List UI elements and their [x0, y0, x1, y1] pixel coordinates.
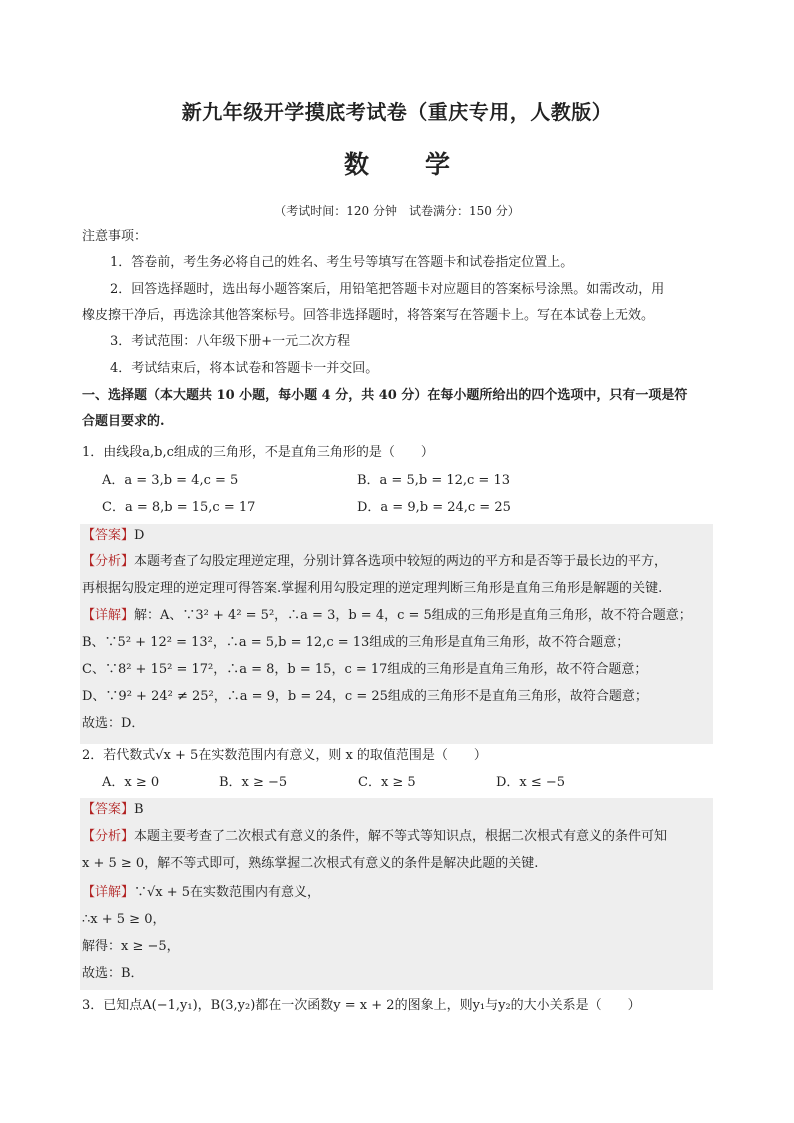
note-item-3: 3．考试范围：八年级下册+一元二次方程 — [110, 334, 351, 349]
q2-option-c: C．x ≥ 5 — [358, 775, 416, 790]
q1-analysis-tag: 【分析】 — [82, 554, 135, 569]
question-3-stem: 3．已知点A(−1,y₁)，B(3,y₂)都在一次函数y = x + 2的图象上，则y₁与y₂的大小关系是（ ） — [82, 998, 641, 1013]
q2-detail-1 — [82, 880, 320, 906]
exam-info: （考试时间：120 分钟 试卷满分：150 分） — [274, 204, 520, 218]
q2-detail-text: ∵√x + 5在实数范围内有意义， — [134, 885, 321, 900]
q1-detail-2: B、∵5² + 12² = 13²，∴a = 5,b = 12,c = 13组成的三角形是直角三角形，故不符合题意； — [82, 635, 630, 650]
q2-option-d: D．x ≤ −5 — [496, 775, 566, 790]
note-item-2: 2．回答选择题时，选出每小题答案后，用铅笔把答题卡对应题目的答案标号涂黑。如需改动，用 — [110, 282, 665, 297]
q1-option-b: B．a = 5,b = 12,c = 13 — [357, 473, 510, 488]
q1-option-d: D．a = 9,b = 24,c = 25 — [357, 500, 511, 515]
q1-detail-1 — [82, 603, 692, 629]
q1-answer — [82, 523, 144, 549]
question-2-stem: 2．若代数式√x + 5在实数范围内有意义，则 x 的取值范围是（ ） — [82, 748, 487, 763]
note-item-1: 1．答卷前，考生务必将自己的姓名、考生号等填写在答题卡和试卷指定位置上。 — [110, 255, 574, 270]
q1-analysis-2: 再根据勾股定理的逆定理可得答案.掌握利用勾股定理的逆定理判断三角形是直角三角形是解题的关键. — [82, 581, 663, 596]
q2-analysis-tag: 【分析】 — [82, 829, 135, 844]
q1-analysis-1 — [82, 549, 667, 575]
exam-title: 新九年级开学摸底考试卷（重庆专用，人教版） — [181, 100, 613, 124]
note-item-4: 4．考试结束后，将本试卷和答题卡一并交回。 — [110, 361, 379, 376]
subject-title: 数学 — [343, 150, 506, 179]
section-heading: 一、选择题（本大题共 10 小题，每小题 4 分，共 40 分）在每小题所给出的四个选项中，只有一项是符 — [82, 388, 688, 403]
q2-answer-value: B — [134, 802, 144, 817]
q1-answer-tag: 【答案】 — [82, 528, 135, 543]
question-1-stem: 1．由线段a,b,c组成的三角形，不是直角三角形的是（ ） — [82, 445, 434, 460]
notes-heading: 注意事项： — [82, 229, 148, 244]
note-item-2-cont: 橡皮擦干净后，再选涂其他答案标号。回答非选择题时，将答案写在答题卡上。写在本试卷上无效。 — [82, 308, 655, 323]
q2-detail-2: ∴x + 5 ≥ 0， — [82, 912, 166, 927]
q2-option-a: A．x ≥ 0 — [102, 775, 160, 790]
section-heading-cont: 合题目要求的. — [82, 414, 165, 429]
q2-detail-3: 解得：x ≥ −5， — [82, 939, 180, 954]
q2-analysis-text: 本题主要考查了二次根式有意义的条件，解不等式等知识点，根据二次根式有意义的条件可知 — [134, 829, 668, 844]
q2-answer — [82, 797, 144, 823]
q1-detail-text: 解：A、∵3² + 4² = 5²，∴a = 3，b = 4，c = 5组成的三角形是直角三角形，故不符合题意； — [134, 608, 692, 623]
q1-analysis-text: 本题考查了勾股定理逆定理，分别计算各选项中较短的两边的平方和是否等于最长边的平方， — [134, 554, 668, 569]
q1-detail-4: D、∵9² + 24² ≠ 25²，∴a = 9，b = 24，c = 25组成的三角形不是直角三角形，故符合题意； — [82, 689, 648, 704]
q2-analysis-1 — [82, 824, 667, 850]
q2-detail-tag: 【详解】 — [82, 885, 135, 900]
q1-detail-tag: 【详解】 — [82, 608, 135, 623]
q1-detail-5: 故选：D． — [82, 716, 145, 731]
q2-analysis-2: x + 5 ≥ 0，解不等式即可，熟练掌握二次根式有意义的条件是解决此题的关键. — [82, 856, 539, 871]
q2-option-b: B．x ≥ −5 — [219, 775, 288, 790]
q2-answer-tag: 【答案】 — [82, 802, 135, 817]
q1-option-c: C．a = 8,b = 15,c = 17 — [102, 500, 256, 515]
q1-answer-value: D — [134, 528, 145, 543]
q1-option-a: A．a = 3,b = 4,c = 5 — [102, 473, 239, 488]
q2-detail-4: 故选：B． — [82, 966, 144, 981]
q1-detail-3: C、∵8² + 15² = 17²，∴a = 8，b = 15，c = 17组成的三角形是直角三角形，故不符合题意； — [82, 662, 648, 677]
